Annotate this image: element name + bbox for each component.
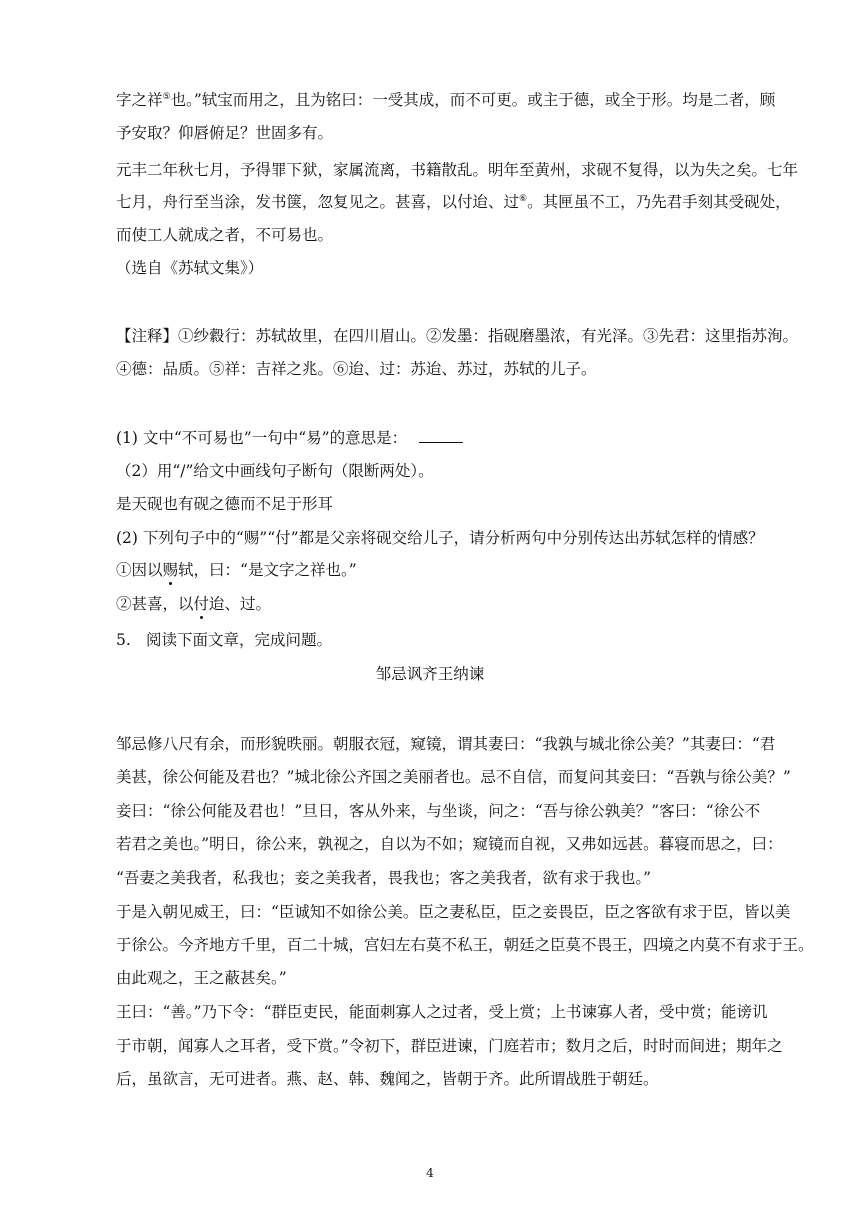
article-line: 由此观之，王之蔽甚矣。” <box>116 969 287 987</box>
article-line: “吾妻之美我者，私我也；妾之美我者，畏我也；客之美我者，欲有求于我也。” <box>116 869 652 887</box>
question-1: (1) 文中“不可易也”一句中“易”的意思是： <box>116 428 463 448</box>
section-number: 5. <box>116 631 131 649</box>
article-line: 后，虽欲言，无可进者。燕、赵、韩、魏闻之，皆朝于齐。此所谓战胜于朝廷。 <box>116 1070 659 1088</box>
footnote-marker: ⑥ <box>519 193 528 204</box>
notes-line: 【注释】①纱縠行：苏轼故里，在四川眉山。②发墨：指砚磨墨浓，有光泽。③先君：这里指苏洵。 <box>116 327 799 345</box>
footnote-marker: ⑤ <box>162 91 171 102</box>
article-line: 美甚，徐公何能及君也？”城北徐公齐国之美丽者也。忌不自信，而复问其妾曰：“吾孰与徐公美？” <box>116 768 791 786</box>
question-3-item-1: ①因以赐轼，曰：“是文字之祥也。” <box>116 561 357 579</box>
question-2-sentence: 是天砚也有砚之德而不足于形耳 <box>116 495 334 513</box>
emphasis-dot-char: 赐 <box>162 561 179 579</box>
article-line: 于是入朝见威王，曰：“臣诚知不如徐公美。臣之妻私臣，臣之妾畏臣，臣之客欲有求于臣，皆以美 <box>116 903 791 921</box>
passage-line: 而使工人就成之者，不可易也。 <box>116 226 334 244</box>
article-line: 于徐公。今齐地方千里，百二十城，宫妇左右莫不私王，朝廷之臣莫不畏王，四境之内莫不有求于王。 <box>116 936 814 954</box>
answer-blank[interactable] <box>419 428 463 443</box>
passage-line: 元丰二年秋七月，予得罪下狱，家属流离，书籍散乱。明年至黄州，求砚不复得，以为失之矣。七年 <box>116 161 799 179</box>
article-line: 王曰：“善。”乃下令：“群臣吏民，能面刺寡人之过者，受上赏；上书谏寡人者，受中赏；能谤讥 <box>116 1003 768 1021</box>
emphasis-dot-char: 付 <box>193 595 210 613</box>
page-number: 4 <box>426 1166 434 1180</box>
question-3: (2) 下列句子中的“赐”“付”都是父亲将砚交给儿子，请分析两句中分别传达出苏轼怎样的情感？ <box>116 529 764 547</box>
notes-line: ④德：品质。⑤祥：吉祥之兆。⑥迨、过：苏迨、苏过，苏轼的儿子。 <box>116 360 597 378</box>
article-line: 于市朝，闻寡人之耳者，受下赏。”令初下，群臣进谏，门庭若市；数月之后，时时而间进；期年之 <box>116 1037 783 1055</box>
article-line: 若君之美也。”明日，徐公来，孰视之，自以为不如；窥镜而自视，又弗如远甚。暮寝而思之，曰： <box>116 835 783 853</box>
passage-line: 字之祥⑤也。”轼宝而用之，且为铭曰：一受其成，而不可更。或主于德，或全于形。均是二者，顾 <box>116 91 776 109</box>
passage-line: 予安取？仰唇俯足？世固多有。 <box>116 124 334 142</box>
article-line: 邹忌修八尺有余，而形貌昳丽。朝服衣冠，窥镜，谓其妻曰：“我孰与城北徐公美？”其妻曰：“君 <box>116 735 776 753</box>
article-line: 妾曰：“徐公何能及君也！”旦日，客从外来，与坐谈，问之：“吾与徐公孰美？”客曰：“徐公不 <box>116 802 761 820</box>
question-3-item-2: ②甚喜，以付迨、过。 <box>116 595 272 613</box>
question-2: （2）用“/”给文中画线句子断句（限断两处）。 <box>116 462 434 480</box>
section-instruction: 阅读下面文章，完成问题。 <box>146 631 333 649</box>
passage-line: 七月，舟行至当涂，发书箧，忽复见之。甚喜，以付迨、过⑥。其匣虽不工，乃先君手刻其受砚处， <box>116 193 791 211</box>
article-title: 邹忌讽齐王纳谏 <box>375 665 485 683</box>
passage-source: （选自《苏轼文集》） <box>116 259 264 277</box>
section-5-heading <box>116 630 332 650</box>
